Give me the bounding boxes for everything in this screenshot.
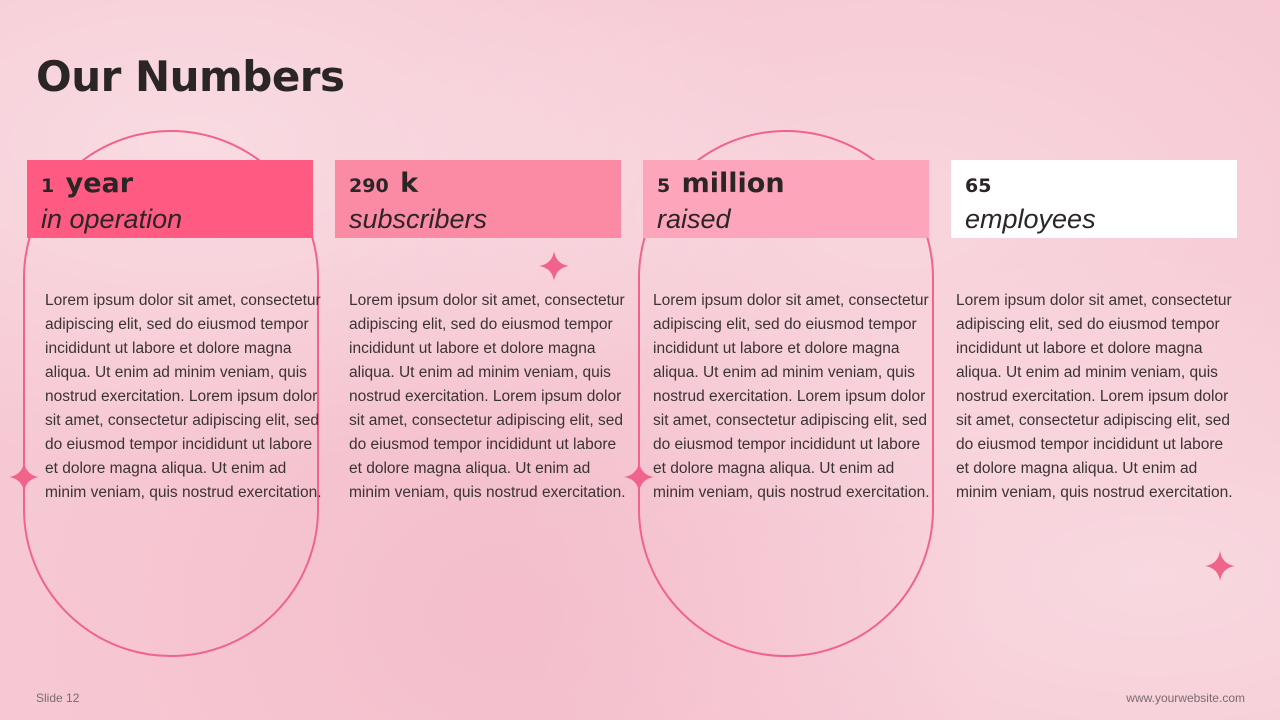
sparkle-icon bbox=[1205, 551, 1235, 581]
stat-unit: k bbox=[400, 168, 419, 199]
stat-description-1: Lorem ipsum dolor sit amet, consectetur adipiscing elit, sed do eiusmod tempor incididunt ut labore et dolore magna aliqua. Ut enim ad minim veniam, quis nostrud exercitation. Lorem ipsum dolor sit amet, consectetur adipiscing elit, sed do eiusmod tempor incididunt ut labore et dolore magna aliqua. Ut enim ad minim veniam, quis nostrud exercitation. bbox=[45, 292, 322, 501]
stat-value bbox=[965, 166, 1225, 204]
stat-box-3 bbox=[643, 160, 929, 238]
stat-label: employees bbox=[965, 204, 1096, 234]
slide-title: Our Numbers bbox=[36, 52, 345, 101]
stat-value bbox=[657, 166, 917, 204]
stat-box-2 bbox=[335, 160, 621, 238]
stat-label: in operation bbox=[41, 204, 183, 234]
stat-number: 65 bbox=[965, 175, 992, 197]
sparkle-icon bbox=[539, 251, 569, 281]
sparkle-icon bbox=[9, 462, 39, 492]
stat-unit: million bbox=[681, 168, 785, 199]
stat-box-1 bbox=[27, 160, 313, 238]
stat-description-2: Lorem ipsum dolor sit amet, consectetur adipiscing elit, sed do eiusmod tempor incididunt ut labore et dolore magna aliqua. Ut enim ad minim veniam, quis nostrud exercitation. Lorem ipsum dolor sit amet, consectetur adipiscing elit, sed do eiusmod tempor incididunt ut labore et dolore magna aliqua. Ut enim ad minim veniam, quis nostrud exercitation. bbox=[349, 292, 626, 501]
stat-number: 290 bbox=[349, 175, 389, 197]
stat-unit: year bbox=[65, 168, 134, 199]
stat-value bbox=[349, 166, 609, 204]
stat-number: 5 bbox=[657, 175, 671, 197]
stat-label: raised bbox=[657, 204, 731, 234]
stat-label: subscribers bbox=[349, 204, 488, 234]
website-url: www.yourwebsite.com bbox=[1126, 691, 1245, 705]
slide-number: Slide 12 bbox=[36, 691, 80, 705]
stat-box-4 bbox=[951, 160, 1237, 238]
stat-description-4: Lorem ipsum dolor sit amet, consectetur adipiscing elit, sed do eiusmod tempor incididunt ut labore et dolore magna aliqua. Ut enim ad minim veniam, quis nostrud exercitation. Lorem ipsum dolor sit amet, consectetur adipiscing elit, sed do eiusmod tempor incididunt ut labore et dolore magna aliqua. Ut enim ad minim veniam, quis nostrud exercitation. bbox=[956, 292, 1233, 501]
sparkle-icon bbox=[624, 462, 654, 492]
stat-description-3: Lorem ipsum dolor sit amet, consectetur adipiscing elit, sed do eiusmod tempor incididunt ut labore et dolore magna aliqua. Ut enim ad minim veniam, quis nostrud exercitation. Lorem ipsum dolor sit amet, consectetur adipiscing elit, sed do eiusmod tempor incididunt ut labore et dolore magna aliqua. Ut enim ad minim veniam, quis nostrud exercitation. bbox=[653, 292, 930, 501]
stat-number: 1 bbox=[41, 175, 55, 197]
stat-value bbox=[41, 166, 301, 204]
